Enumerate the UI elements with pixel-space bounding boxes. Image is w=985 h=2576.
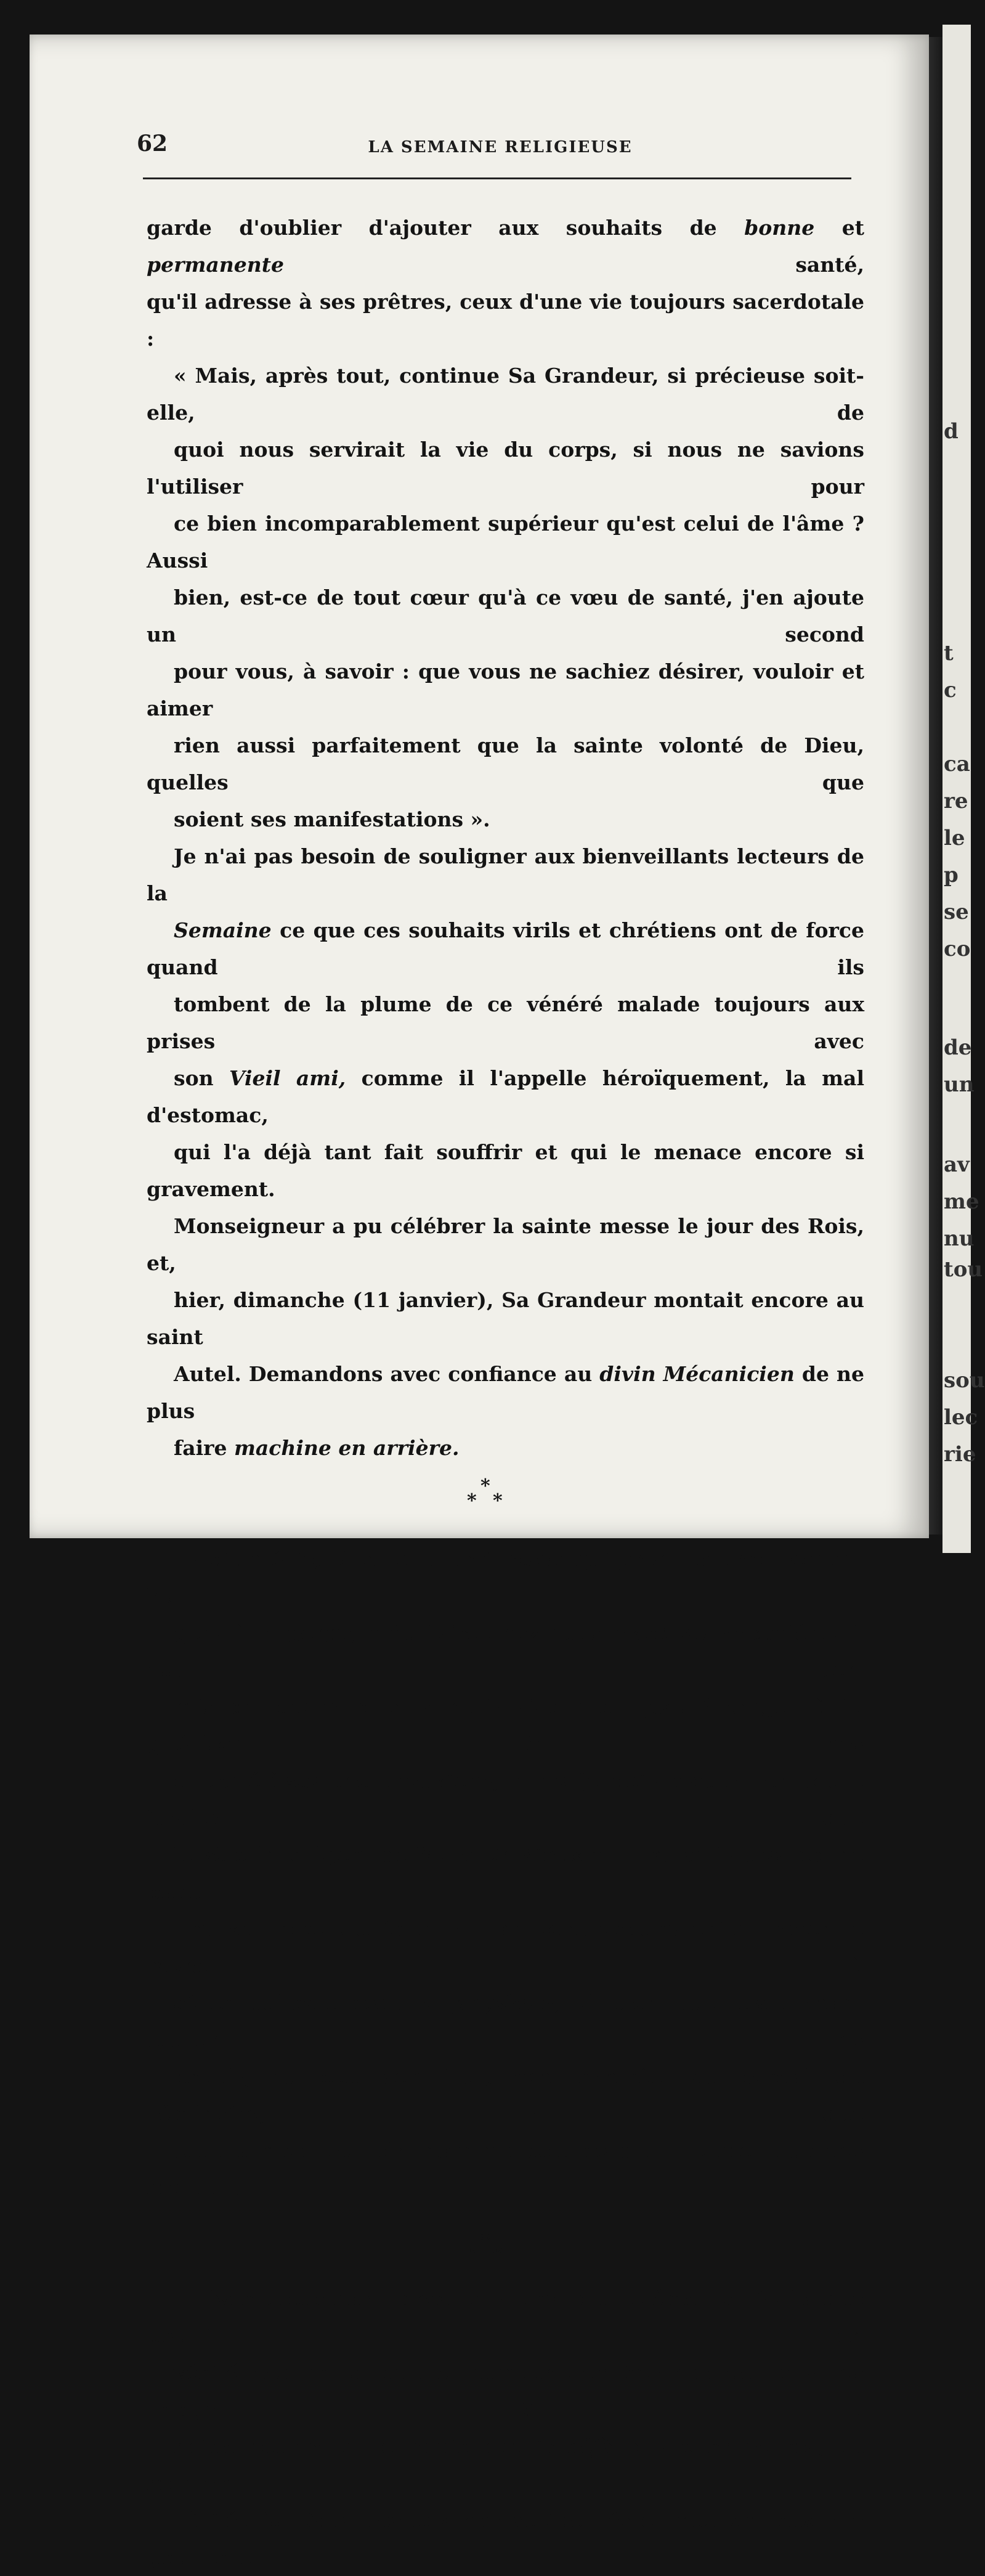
text-line: brebis, ou peu s'en faut, sont rentrées au bercail du séminaire, et que	[147, 2064, 864, 2126]
text-line: rien aussi parfaitement que la sainte volonté de Dieu, quelles que	[147, 733, 864, 794]
text-line: bien, est-ce de tout cœur qu'à ce vœu de santé, j'en ajoute un second	[147, 585, 864, 646]
asterisk: *	[467, 1490, 477, 1512]
adjacent-page-fragment: av	[944, 1152, 970, 1177]
text-line: où j'écris. Dans nos cantons accidentés et montagneux elle peut tout	[147, 2508, 864, 2569]
adjacent-page-fragment: c	[944, 678, 957, 703]
text-line: pour vous, à savoir : que vous ne sachiez désirer, vouloir et aimer	[147, 659, 864, 720]
adjacent-page-fragment: re	[944, 789, 968, 813]
italic-text: divin Mécanicien	[599, 1362, 795, 1386]
section-break-asterism	[147, 2206, 864, 2280]
italic-text: moral	[147, 1954, 214, 1978]
text-line: soient ses manifestations ».	[174, 807, 490, 831]
adjacent-page-fragment: ca	[944, 752, 970, 776]
paragraph	[147, 2280, 864, 2576]
section-break-asterism	[147, 1467, 864, 1541]
text-line: chers élèves sherbrookiens, mais je dois ajouter en toute justice que	[147, 1769, 864, 1830]
italic-text: physique,	[452, 1991, 561, 2015]
text-line: faire machine en arrière.	[174, 1436, 460, 1460]
text-line: le zèle intelligent de M. le Dr Rioux a lui aussi fait sa bonne part.	[147, 1843, 864, 1904]
text-line: son Vieil ami, comme il l'appelle héroïquement, la mal d'estomac,	[147, 1066, 864, 1127]
text-line: garde d'oublier d'ajouter aux souhaits de bonne et permanente santé,	[147, 216, 864, 277]
text-line: La diphtérie, elle, cette traîtresse qui prend sournoisement les	[147, 1547, 864, 1608]
adjacent-page-fragment: un	[944, 1072, 975, 1097]
text-line: vérité contre la bonne humeur des écoliers de tous les temps ? La	[147, 2360, 864, 2421]
adjacent-page-fragment: rie	[944, 1442, 976, 1467]
header-rule	[143, 177, 851, 179]
text-line: Autel. Demandons avec confiance au divin Mécanicien de ne plus	[147, 1362, 865, 1423]
italic-text: bonne	[744, 216, 815, 240]
asterisk: *	[493, 1490, 503, 1512]
running-head: LA SEMAINE RELIGIEUSE	[368, 138, 633, 157]
text-line: tout semble vouloir marcher comme dans le meilleur des mondes.	[147, 2138, 864, 2199]
text-line: Je n'ai pas besoin de souligner aux bienveillants lecteurs de la	[147, 844, 864, 905]
adjacent-page-fragment: me	[944, 1189, 979, 1214]
paragraph	[147, 1541, 864, 1910]
paragraph	[147, 210, 864, 357]
italic-text: permanente	[147, 253, 284, 277]
adjacent-page-fragment: sou	[944, 1368, 985, 1393]
text-line: Monseigneur a pu célébrer la sainte messe le jour des Rois, et,	[147, 1214, 864, 1275]
text-line: mis de croire que saint Blaise n'est pas étranger à la guérison de nos	[147, 1695, 864, 1756]
italic-text: cantons	[411, 2508, 501, 2532]
italic-text: machine en arrière.	[234, 1436, 460, 1460]
asterisk: *	[493, 2243, 503, 2265]
text-line: quoi nous servirait la vie du corps, si nous ne savions l'utiliser pour	[147, 438, 864, 499]
paragraph	[147, 1208, 864, 1467]
adjacent-page-fragment: d	[944, 419, 959, 444]
text-line: Semaine ce que ces souhaits virils et chrétiens ont de force quand ils	[147, 918, 864, 979]
adjacent-page-fragment: le	[944, 826, 965, 850]
italic-text: Vieil ami,	[229, 1066, 346, 1090]
text-line: ce bien incomparablement supérieur qu'est celui de l'âme ? Aussi	[147, 512, 864, 573]
page-number: 62	[137, 131, 168, 157]
paragraph	[147, 357, 864, 838]
adjacent-page-fragment: co	[944, 937, 971, 961]
adjacent-page-fragment: de	[944, 1035, 972, 1060]
italic-text: machine en arrière.	[610, 1621, 839, 1645]
adjacent-page-fragment: nu	[944, 1226, 975, 1251]
text-line: « Mais, après tout, continue Sa Grandeur, si précieuse soit-elle, de	[147, 364, 864, 425]
adjacent-page-fragment: tou	[944, 1257, 983, 1282]
text-line: aider puissamment le physique, si bien que maintenant toutes les	[147, 1991, 864, 2052]
text-line: qu'il adresse à ses prêtres, ceux d'une vie toujours sacerdotale :	[147, 290, 864, 351]
page-header	[137, 131, 864, 161]
text-line: L'hiver cependant n'est pas des plus cléments. Mais que peut-il en	[147, 2286, 864, 2347]
adjacent-page-fragment: se	[944, 900, 969, 924]
paragraph	[147, 838, 864, 1208]
text-line: neige poudre et tournoie depuis déjà plusieurs heures, au moment	[147, 2434, 864, 2495]
text-line: qui l'a déjà tant fait souffrir et qui le menace encore si gravement.	[147, 1140, 864, 1201]
text-line: hier, dimanche (11 janvier), Sa Grandeur montait encore au saint	[147, 1288, 864, 1349]
adjacent-page-edge	[942, 25, 985, 1553]
adjacent-page-fragment: p	[944, 863, 959, 887]
asterisk: *	[467, 2243, 477, 2265]
text-line: tombent de la plume de ce vénéré malade toujours aux prises avec	[147, 992, 864, 1053]
text-line: gens à la gorge, a du faire chez nous machine en arrière. Il est per-	[147, 1621, 864, 1682]
asterisk: *	[480, 2230, 490, 2251]
text-line: Les vacances du jour de l'an sont venues enfin forcer le moral à	[147, 1917, 864, 1978]
asterisk: *	[480, 1475, 490, 1497]
paragraph	[147, 1910, 864, 2206]
adjacent-page-fragment: t	[944, 641, 954, 666]
italic-text: Semaine	[174, 918, 272, 942]
adjacent-page-fragment: lec	[944, 1405, 978, 1430]
body-text	[147, 210, 864, 2576]
